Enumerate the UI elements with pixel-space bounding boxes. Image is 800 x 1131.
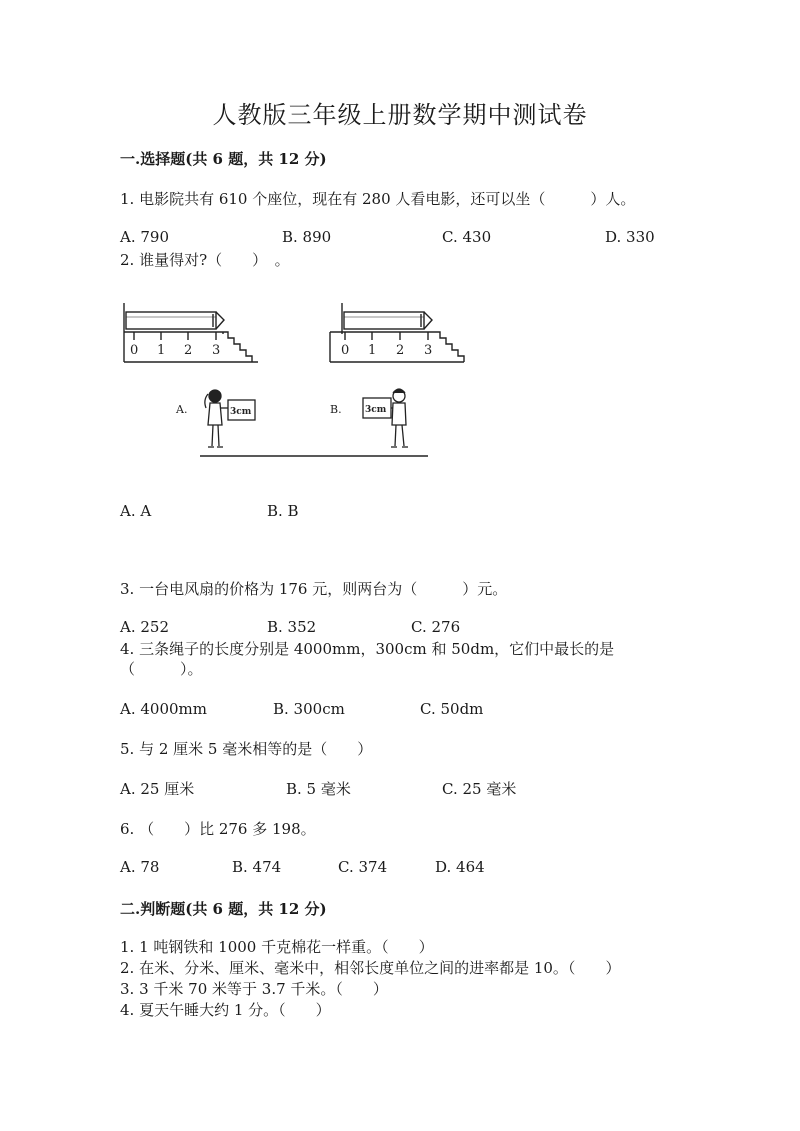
question-4-line-1: 4. 三条绳子的长度分别是 4000mm，300cm 和 50dm，它们中最长的是 — [120, 640, 615, 658]
q3-option-c: C. 276 — [411, 618, 461, 636]
q1-option-b: B. 890 — [282, 228, 332, 246]
figure-label-a: A. — [176, 403, 188, 416]
ruler-b-tick-0: 0 — [341, 343, 350, 358]
q6-option-a: A. 78 — [120, 858, 160, 876]
q5-option-a: A. 25 厘米 — [120, 780, 195, 798]
q4-option-b: B. 300cm — [273, 700, 345, 718]
judge-item-3: 3. 3 千米 70 米等于 3.7 千米。（ ） — [120, 980, 388, 998]
question-6: 6. （ ）比 276 多 198。 — [120, 820, 316, 838]
q4-option-a: A. 4000mm — [120, 700, 207, 718]
ruler-a-tick-0: 0 — [130, 343, 139, 358]
boy-illustration — [363, 389, 408, 447]
ruler-a-tick-2: 2 — [184, 343, 193, 358]
q1-option-d: D. 330 — [605, 228, 655, 246]
question-5: 5. 与 2 厘米 5 毫米相等的是（ ） — [120, 740, 373, 758]
ruler-a-tick-3: 3 — [212, 343, 221, 358]
q5-option-b: B. 5 毫米 — [286, 780, 351, 798]
question-2: 2. 谁量得对?（ ） 。 — [120, 251, 290, 269]
judge-item-1: 1. 1 吨钢铁和 1000 千克棉花一样重。（ ） — [120, 938, 434, 956]
girl-illustration — [205, 390, 255, 447]
q4-option-c: C. 50dm — [420, 700, 484, 718]
q3-option-b: B. 352 — [267, 618, 317, 636]
ruler-b-tick-2: 2 — [396, 343, 405, 358]
question-1: 1. 电影院共有 610 个座位，现在有 280 人看电影，还可以坐（ ）人。 — [120, 190, 636, 208]
q1-option-a: A. 790 — [120, 228, 169, 246]
girl-sign-text: 3cm — [230, 407, 252, 417]
q5-option-c: C. 25 毫米 — [442, 780, 517, 798]
boy-sign-text: 3cm — [365, 405, 387, 415]
q2-option-b: B. B — [267, 502, 299, 520]
q6-option-c: C. 374 — [338, 858, 388, 876]
question-4-line-2: （ ）。 — [120, 660, 203, 678]
judge-item-2: 2. 在米、分米、厘米、毫米中，相邻长度单位之间的进率都是 10。（ ） — [120, 959, 621, 977]
q3-option-a: A. 252 — [120, 618, 169, 636]
q2-option-a: A. A — [120, 502, 152, 520]
measurement-figure — [118, 298, 468, 463]
section-heading-choice: 一.选择题(共 6 题，共 12 分) — [120, 150, 327, 168]
figure-label-b: B. — [330, 403, 342, 416]
question-3: 3. 一台电风扇的价格为 176 元，则两台为（ ）元。 — [120, 580, 508, 598]
q1-option-c: C. 430 — [442, 228, 492, 246]
ruler-b-tick-1: 1 — [368, 343, 377, 358]
ruler-a-tick-1: 1 — [157, 343, 166, 358]
q6-option-b: B. 474 — [232, 858, 282, 876]
q6-option-d: D. 464 — [435, 858, 485, 876]
ruler-b-tick-3: 3 — [424, 343, 433, 358]
section-heading-judge: 二.判断题(共 6 题，共 12 分) — [120, 900, 327, 918]
page-title: 人教版三年级上册数学期中测试卷 — [212, 101, 588, 129]
judge-item-4: 4. 夏天午睡大约 1 分。（ ） — [120, 1001, 331, 1019]
